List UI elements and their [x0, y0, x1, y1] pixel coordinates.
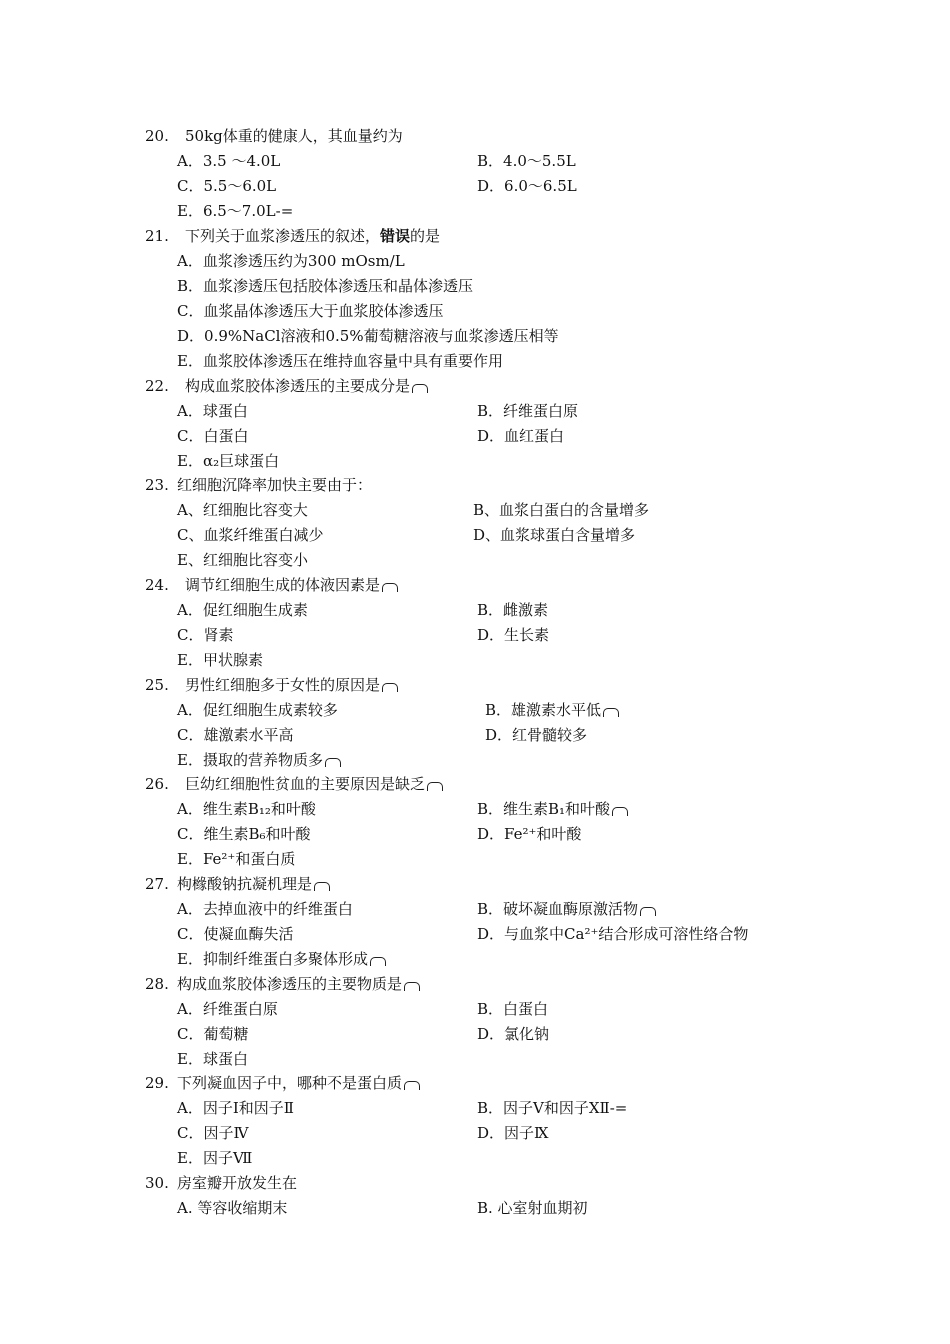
question-28: [145, 972, 805, 1072]
option-d: D．生长素: [477, 626, 550, 644]
question-20: [145, 124, 805, 224]
question-number: 24.: [145, 576, 169, 594]
option-e: E．血浆胶体渗透压在维持血容量中具有重要作用: [177, 352, 503, 370]
question-number: 22.: [145, 377, 169, 395]
option-a: A．因子Ⅰ和因子Ⅱ: [177, 1099, 294, 1117]
question-number: 26.: [145, 775, 169, 793]
option-d: D、血浆球蛋白含量增多: [473, 526, 636, 544]
question-text: 构成血浆胶体渗透压的主要物质是: [177, 975, 403, 993]
question-stem: [145, 1071, 805, 1096]
option-b: B．雌激素: [477, 601, 549, 619]
option-a: A．纤维蛋白原: [177, 1000, 278, 1018]
option-c: C．葡萄糖: [177, 1025, 249, 1043]
question-25: [145, 673, 805, 773]
question-26: [145, 772, 805, 872]
question-stem: [145, 673, 805, 698]
option-c: C．使凝血酶失活: [177, 925, 294, 943]
question-text: 巨幼红细胞性贫血的主要原因是缺乏: [185, 775, 426, 793]
option-c: C．肾素: [177, 626, 234, 644]
option-a: A．促红细胞生成素: [177, 601, 308, 619]
question-27: [145, 872, 805, 972]
blank-mark-icon: [404, 1081, 420, 1090]
option-e: [177, 947, 386, 972]
option-b-text: B．雄激素水平低: [485, 701, 602, 719]
option-b: [477, 797, 628, 822]
question-text: 构成血浆胶体渗透压的主要成分是: [185, 377, 411, 395]
option-a: A．3.5 ～4.0L: [177, 152, 281, 170]
option-c: C．雄激素水平高: [177, 726, 294, 744]
question-text-end: 的是: [410, 227, 441, 245]
option-d: D．红骨髓较多: [485, 726, 588, 744]
option-e: [177, 748, 341, 773]
blank-mark-icon: [404, 982, 420, 991]
option-b: B. 心室射血期初: [477, 1199, 588, 1217]
blank-mark-icon: [640, 907, 656, 916]
blank-mark-icon: [412, 384, 428, 393]
question-stem: [145, 872, 805, 897]
option-a: A．血浆渗透压约为300 mOsm/L: [177, 252, 405, 270]
option-b: B．纤维蛋白原: [477, 402, 579, 420]
option-c: C．维生素B₆和叶酸: [177, 825, 311, 843]
option-a: A．球蛋白: [177, 402, 248, 420]
option-d: D．血红蛋白: [477, 427, 565, 445]
option-a: A．去掉血液中的纤维蛋白: [177, 900, 353, 918]
question-text: 下列凝血因子中，哪种不是蛋白质: [177, 1074, 403, 1092]
question-number: 27.: [145, 875, 169, 893]
option-b: [477, 897, 656, 922]
question-text: 房室瓣开放发生在: [177, 1174, 298, 1192]
question-number: 25.: [145, 676, 169, 694]
option-b-text: B．维生素B₁和叶酸: [477, 800, 611, 818]
option-d: D．Fe²⁺和叶酸: [477, 825, 582, 843]
option-e: E、红细胞比容变小: [177, 551, 308, 569]
option-d: D．6.0～6.5L: [477, 177, 577, 195]
option-a: A. 等容收缩期末: [177, 1199, 288, 1217]
question-stem: [145, 972, 805, 997]
option-a: A．维生素B₁₂和叶酸: [177, 800, 316, 818]
question-23: [145, 473, 805, 573]
question-number: 21.: [145, 227, 169, 245]
blank-mark-icon: [612, 807, 628, 816]
option-c: C、血浆纤维蛋白减少: [177, 526, 324, 544]
option-b: B、血浆白蛋白的含量增多: [473, 501, 650, 519]
option-b: B．因子Ⅴ和因子ⅩⅡ-=: [477, 1099, 628, 1117]
option-d: D．因子Ⅸ: [477, 1124, 549, 1142]
blank-mark-icon: [382, 683, 398, 692]
option-d: D．氯化钠: [477, 1025, 550, 1043]
blank-mark-icon: [427, 782, 443, 791]
option-a: A．促红细胞生成素较多: [177, 701, 338, 719]
question-text: 下列关于血浆渗透压的叙述，: [185, 227, 381, 245]
option-e: E．Fe²⁺和蛋白质: [177, 850, 296, 868]
question-emphasis: 错误: [380, 227, 411, 245]
question-21: [145, 224, 805, 374]
question-text: 50kg体重的健康人，其血量约为: [185, 127, 403, 145]
question-29: [145, 1071, 805, 1171]
question-number: 30.: [145, 1174, 169, 1192]
option-b: [485, 698, 619, 723]
question-30: [145, 1171, 805, 1221]
question-number: 28.: [145, 975, 169, 993]
option-d: D．与血浆中Ca²⁺结合形成可溶性络合物: [477, 925, 749, 943]
option-c: C．血浆晶体渗透压大于血浆胶体渗透压: [177, 302, 444, 320]
option-c: C．白蛋白: [177, 427, 249, 445]
question-text: 男性红细胞多于女性的原因是: [185, 676, 381, 694]
blank-mark-icon: [603, 708, 619, 717]
question-text: 调节红细胞生成的体液因素是: [185, 576, 381, 594]
option-e: E．α₂巨球蛋白: [177, 452, 280, 470]
question-22: [145, 374, 805, 474]
option-e: E．甲状腺素: [177, 651, 263, 669]
question-text: 枸橼酸钠抗凝机理是: [177, 875, 313, 893]
question-stem: [145, 374, 805, 399]
option-b: B．血浆渗透压包括胶体渗透压和晶体渗透压: [177, 277, 474, 295]
question-stem: [145, 573, 805, 598]
question-stem: [145, 772, 805, 797]
question-number: 29.: [145, 1074, 169, 1092]
blank-mark-icon: [382, 583, 398, 592]
question-number: 20.: [145, 127, 169, 145]
question-24: [145, 573, 805, 673]
question-stem: [145, 124, 805, 149]
option-e: E．因子Ⅶ: [177, 1149, 253, 1167]
blank-mark-icon: [370, 957, 386, 966]
question-text: 红细胞沉降率加快主要由于：: [177, 476, 373, 494]
option-d: D．0.9%NaCl溶液和0.5%葡萄糖溶液与血浆渗透压相等: [177, 327, 559, 345]
question-stem: [145, 473, 805, 498]
question-number: 23.: [145, 476, 169, 494]
option-e-text: E．摄取的营养物质多: [177, 751, 323, 769]
blank-mark-icon: [325, 758, 341, 767]
option-c: C．5.5～6.0L: [177, 177, 277, 195]
option-b-text: B．破坏凝血酶原激活物: [477, 900, 639, 918]
question-stem: [145, 1171, 805, 1196]
option-b: B．4.0～5.5L: [477, 152, 576, 170]
option-e: E．球蛋白: [177, 1050, 248, 1068]
option-c: C．因子Ⅳ: [177, 1124, 249, 1142]
question-stem: [145, 224, 805, 249]
option-a: A、红细胞比容变大: [177, 501, 308, 519]
option-e-text: E．抑制纤维蛋白多聚体形成: [177, 950, 368, 968]
option-b: B．白蛋白: [477, 1000, 549, 1018]
option-e: E．6.5～7.0L-=: [177, 202, 294, 220]
blank-mark-icon: [314, 882, 330, 891]
